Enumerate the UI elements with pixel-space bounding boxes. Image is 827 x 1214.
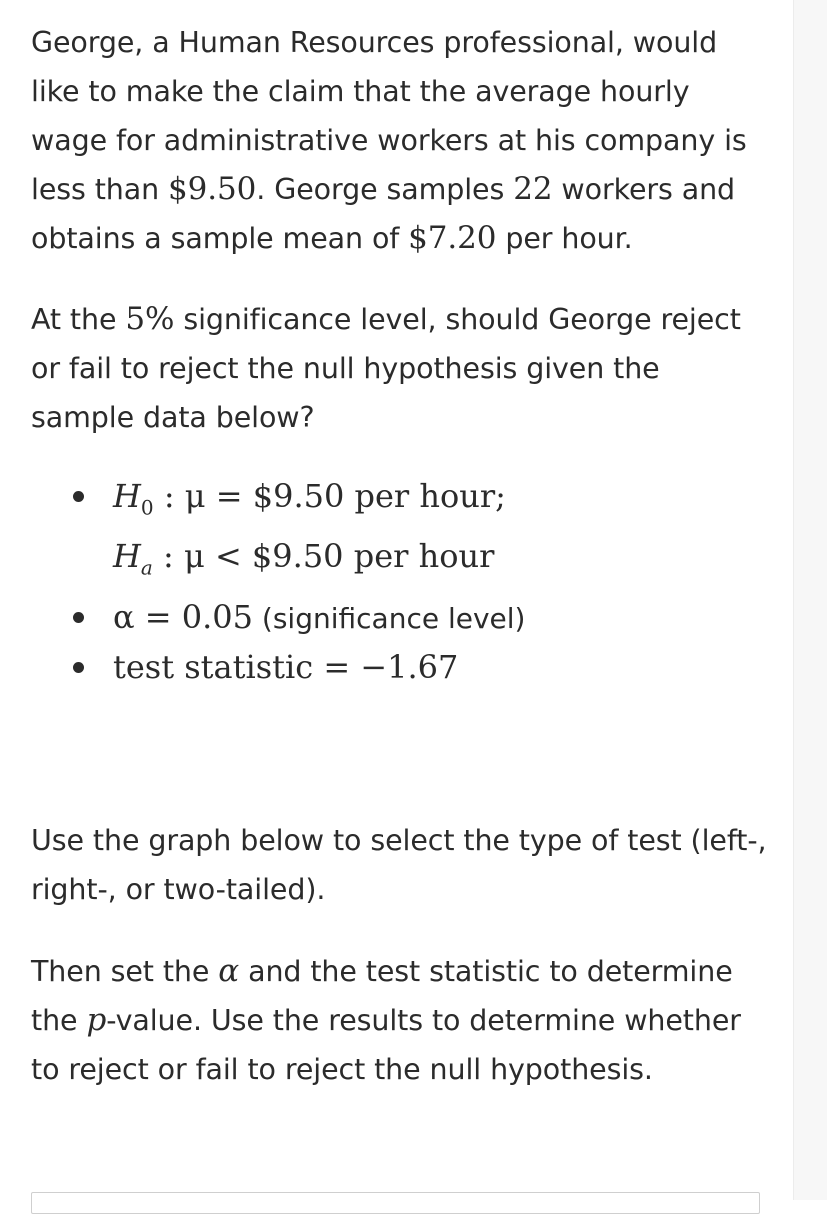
alpha-label: (significance level)	[253, 601, 526, 635]
alpha-symbol: α	[218, 952, 240, 989]
alpha-item	[31, 593, 771, 643]
sample-size: 22	[513, 171, 553, 207]
graph-instruction: Use the graph below to select the type of test (left-, right-, or two-tailed).	[31, 823, 767, 906]
bullet-icon	[73, 662, 84, 673]
significance-percent: 5%	[125, 301, 175, 337]
sample-mean: $7.20	[408, 220, 497, 256]
graph-widget-frame[interactable]	[31, 1192, 760, 1214]
test-statistic-label: test statistic	[113, 647, 314, 686]
test-statistic-value: = −1.67	[313, 647, 459, 686]
test-statistic-item	[31, 643, 771, 692]
alternative-hypothesis: $H_a$ : μ < $9.50 per hour	[113, 537, 495, 580]
claim-value: $9.50	[168, 171, 257, 207]
hypotheses-item	[31, 472, 771, 593]
p-symbol: p	[86, 1001, 107, 1038]
right-scroll-gutter	[793, 0, 827, 1200]
problem-statement: George, a Human Resources professional, would like to make the claim that the average hourly wage for administrative workers at his company is less than $9.50. George samples 22 workers and obtains a sample mean of $7.20 per hour.	[31, 26, 747, 256]
bullet-icon	[73, 491, 84, 502]
bullet-icon	[73, 612, 84, 623]
pvalue-instruction: Then set the α and the test statistic to determine the p-value. Use the results to determine whether to reject or fail to reject the null hypothesis.	[31, 952, 741, 1086]
given-data-list	[31, 472, 771, 692]
question-prompt: At the 5% significance level, should George reject or fail to reject the null hypothesis given the sample data below?	[31, 301, 741, 434]
alpha-expression: α = 0.05	[113, 597, 254, 636]
question-content	[31, 18, 771, 1094]
null-hypothesis: $H_0$ : μ = $9.50 per hour;	[113, 477, 506, 520]
